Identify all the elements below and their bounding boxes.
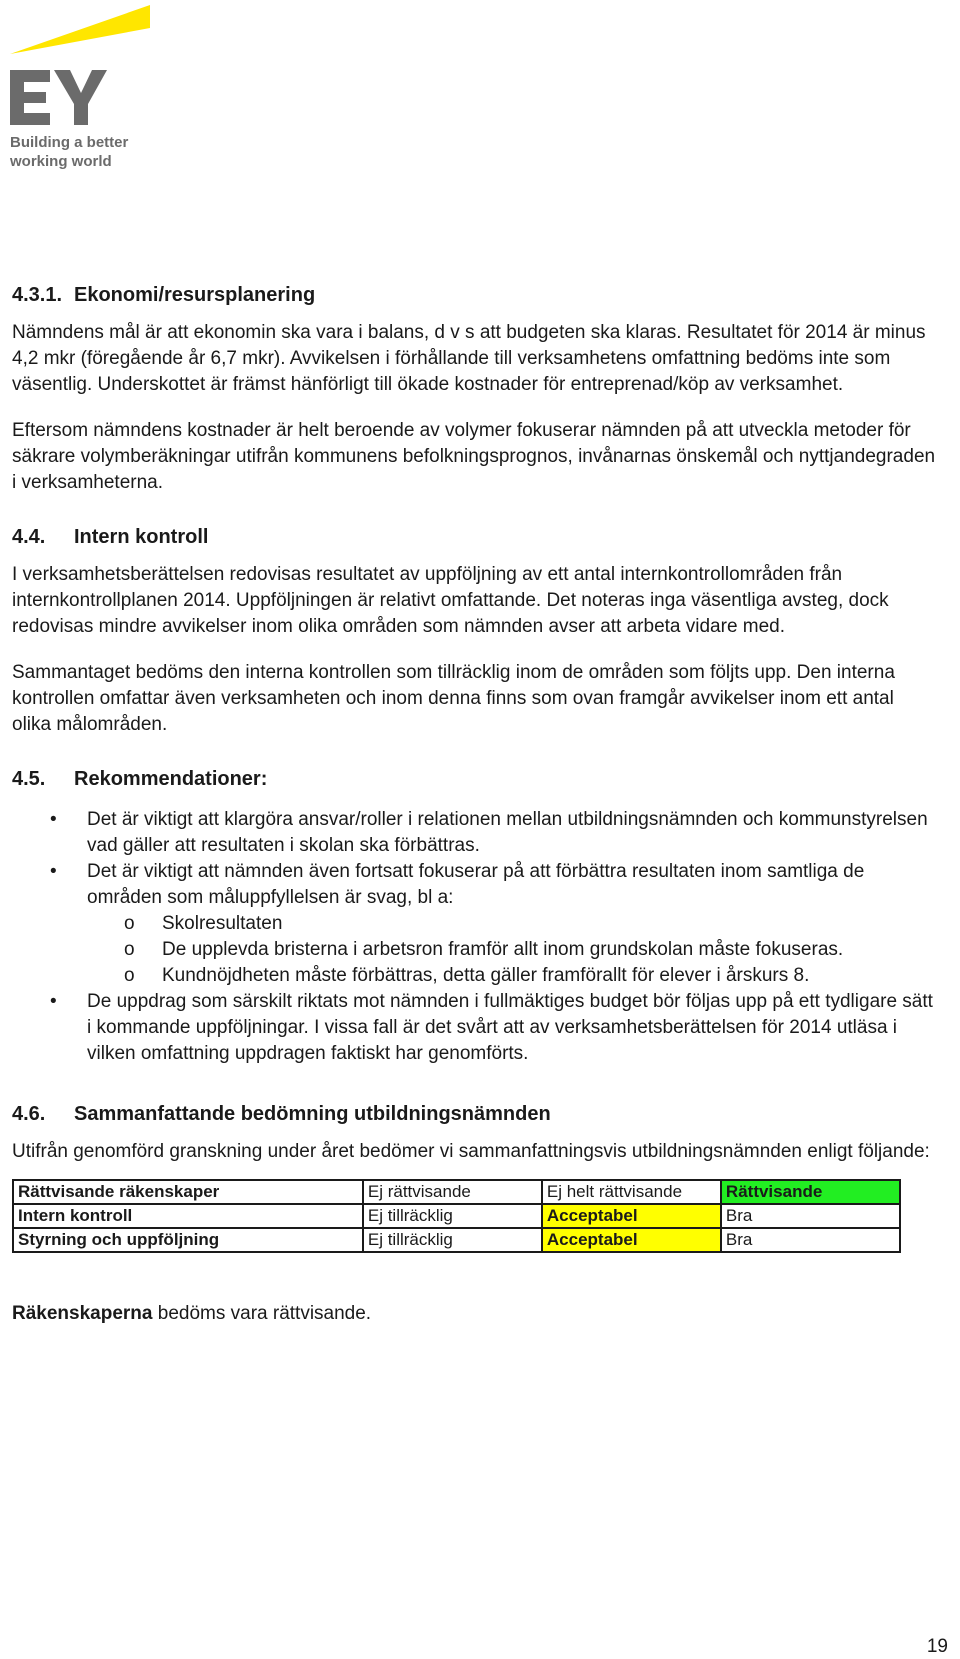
table-row bbox=[13, 1228, 900, 1252]
paragraph-internal-control-2: Sammantaget bedöms den interna kontrollen som tillräcklig inom de områden som följts upp. Den interna kontrollen omfattar även verksamheten och inom denna finns som ovan framgår avvikelser inom ett antal olika målområden. bbox=[12, 662, 895, 735]
sub-list bbox=[87, 911, 937, 989]
table-row bbox=[13, 1180, 900, 1204]
list-item bbox=[12, 859, 937, 989]
section-title: Sammanfattande bedömning utbildningsnämnden bbox=[74, 1103, 551, 1125]
assessment-table bbox=[12, 1179, 901, 1253]
row-label: Styrning och uppföljning bbox=[13, 1228, 363, 1252]
table-row bbox=[13, 1204, 900, 1228]
table-cell: Bra bbox=[721, 1228, 900, 1252]
paragraph-economy-2: Eftersom nämndens kostnader är helt beroende av volymer fokuserar nämnden på att utveckla metoder för säkrare volymberäkningar utifrån kommunens befolkningsprognos, invånarnas önskemål och nyttjandegraden i verksamheterna. bbox=[12, 420, 936, 493]
section-heading-4-3-1 bbox=[12, 284, 937, 307]
document-body bbox=[12, 284, 937, 1347]
sub-list-item bbox=[87, 963, 937, 989]
section-title: Rekommendationer: bbox=[74, 768, 268, 790]
list-item-text: Det är viktigt att klargöra ansvar/roller i relationen mellan utbildningsnämnden och kommunstyrelsen vad gäller att resultaten i skolan ska förbättras. bbox=[87, 809, 928, 856]
table-cell: Bra bbox=[721, 1204, 900, 1228]
sub-bullet-icon: o bbox=[124, 965, 135, 986]
sub-list-item bbox=[87, 937, 937, 963]
conclusion-text: bedöms vara rättvisande. bbox=[152, 1303, 372, 1324]
list-item-text: De uppdrag som särskilt riktats mot nämnden i fullmäktiges budget bör följas upp på ett tydligare sätt i kommande uppföljningar. I vissa fall är det svårt att av verksamhetsberättelsen för 2014 utläsa i vilken omfattning uppdragen faktiskt har genomförts. bbox=[87, 991, 933, 1064]
sub-list-item-text: Kundnöjdheten måste förbättras, detta gäller framförallt för elever i årskurs 8. bbox=[162, 965, 810, 986]
list-item bbox=[12, 807, 937, 859]
bullet-icon: • bbox=[50, 809, 57, 830]
sub-bullet-icon: o bbox=[124, 939, 135, 960]
ey-logo-mark bbox=[10, 2, 160, 132]
section-heading-4-6 bbox=[12, 1103, 937, 1126]
section-number: 4.4. bbox=[12, 526, 46, 548]
sub-list-item bbox=[87, 911, 937, 937]
section-number: 4.6. bbox=[12, 1103, 46, 1125]
section-title: Ekonomi/resursplanering bbox=[74, 284, 316, 306]
bullet-icon: • bbox=[50, 991, 57, 1012]
section-number: 4.5. bbox=[12, 768, 46, 790]
table-cell: Ej tillräcklig bbox=[363, 1204, 542, 1228]
recommendations-list bbox=[12, 807, 937, 1067]
row-label: Rättvisande räkenskaper bbox=[13, 1180, 363, 1204]
paragraph-economy-1: Nämndens mål är att ekonomin ska vara i balans, d v s att budgeten ska klaras. Resultatet för 2014 är minus 4,2 mkr (föregående år 6,7 mkr). Avvikelsen i förhållande till verksamhetens omfattning bedöms inte som väsentlig. Underskottet är främst hänförligt till ökade kostnader för entreprenad/köp av verksamhet. bbox=[12, 322, 926, 395]
paragraph-internal-control-1: I verksamhetsberättelsen redovisas resultatet av uppföljning av ett antal internkontrollområden från internkontrollplanen 2014. Uppföljningen är relativt omfattande. Det noteras inga väsentliga avsteg, dock redovisas mindre avvikelser inom olika områden som nämnden avser att arbeta vidare med. bbox=[12, 564, 889, 637]
table-cell-selected: Rättvisande bbox=[721, 1180, 900, 1204]
section-title: Intern kontroll bbox=[74, 526, 209, 548]
conclusion-bold: Räkenskaperna bbox=[12, 1303, 153, 1324]
list-item-text: Det är viktigt att nämnden även fortsatt fokuserar på att förbättra resultaten inom samtliga de områden som måluppfyllelsen är svag, bl a: bbox=[87, 861, 865, 908]
table-cell-selected: Acceptabel bbox=[542, 1204, 721, 1228]
logo-tagline-line1: Building a better bbox=[10, 134, 129, 151]
sub-bullet-icon: o bbox=[124, 913, 135, 934]
page-number: 19 bbox=[926, 1636, 948, 1657]
row-label: Intern kontroll bbox=[13, 1204, 363, 1228]
sub-list-item-text: De upplevda bristerna i arbetsron framför allt inom grundskolan måste fokuseras. bbox=[162, 939, 844, 960]
paragraph-assessment-intro: Utifrån genomförd granskning under året bedömer vi sammanfattningsvis utbildningsnämnden enligt följande: bbox=[12, 1141, 930, 1162]
table-cell: Ej rättvisande bbox=[363, 1180, 542, 1204]
sub-list-item-text: Skolresultaten bbox=[162, 913, 283, 934]
conclusion bbox=[12, 1301, 937, 1327]
section-heading-4-4 bbox=[12, 526, 937, 549]
list-item bbox=[12, 989, 937, 1067]
table-cell: Ej helt rättvisande bbox=[542, 1180, 721, 1204]
section-heading-4-5 bbox=[12, 768, 937, 791]
bullet-icon: • bbox=[50, 861, 57, 882]
logo-tagline-line2: working world bbox=[10, 153, 112, 170]
logo-tagline bbox=[10, 133, 170, 171]
section-number: 4.3.1. bbox=[12, 284, 63, 306]
table-cell-selected: Acceptabel bbox=[542, 1228, 721, 1252]
table-cell: Ej tillräcklig bbox=[363, 1228, 542, 1252]
